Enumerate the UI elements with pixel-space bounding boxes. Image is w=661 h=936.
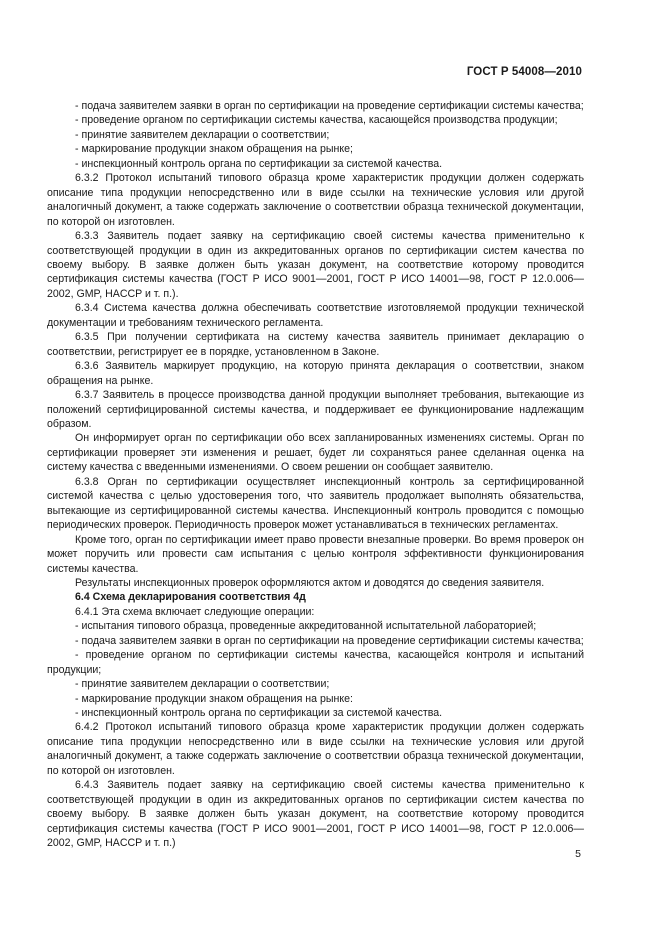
paragraph: - подача заявителем заявки в орган по сертификации на проведение сертификации системы качества;	[75, 100, 584, 112]
paragraph: 6.3.3 Заявитель подает заявку на сертификацию своей системы качества применительно к соответствующей продукции в один из аккредитованных органов по сертификации систем качества по своему выбору. В заявке должен быть указан документ, на соответствие которому проводится сертификация системы качества (ГОСТ Р ИСО 9001—2001, ГОСТ Р ИСО 14001—98, ГОСТ Р 12.0.006—2002, GMP, HACCP и т. п.).	[47, 230, 584, 300]
section-heading: 6.4 Схема декларирования соответствия 4д	[75, 591, 306, 604]
paragraph: 6.3.7 Заявитель в процессе производства данной продукции выполняет требования, вытекающие из положений сертифицированной системы качества, и поддерживает ее функционирование надлежащим образом.	[47, 389, 584, 430]
paragraph: - принятие заявителем декларации о соответствии;	[75, 678, 330, 691]
page-number: 5	[575, 848, 581, 860]
paragraph: 6.3.4 Система качества должна обеспечивать соответствие изготовляемой продукции технической документации и требованиям технического регламента.	[47, 302, 584, 329]
paragraph: 6.4.3 Заявитель подает заявку на сертификацию своей системы качества применительно к соответствующей продукции в один из аккредитованных органов по сертификации систем качества по своему выбору. В заявке должен быть указан документ, на соответствие которому проводится сертификация системы качества (ГОСТ Р ИСО 9001—2001, ГОСТ Р ИСО 14001—98, ГОСТ Р 12.0.006—2002, GMP, HACCP и т. п.)	[47, 779, 584, 850]
paragraph: 6.3.5 При получении сертификата на систему качества заявитель принимает декларацию о соответствии, регистрирует ее в порядке, установленном в Законе.	[47, 331, 584, 358]
paragraph: Он информирует орган по сертификации обо всех запланированных изменениях системы. Орган по сертификации проверяет эти изменения и решает, будет ли сохраняться ранее сделанная оценка на систему качества с введенными изменениями. О своем решении он сообщает заявителю.	[47, 432, 584, 474]
paragraph: 6.3.2 Протокол испытаний типового образца кроме характеристик продукции должен содержать описание типа продукции непосредственно или в виде ссылки на технические условия или другой аналогичный документ, а также содержать заключение о соответствии образца технической документации, по которой он изготовлен.	[47, 172, 584, 228]
paragraph: 6.4.1 Эта схема включает следующие операции:	[75, 605, 315, 618]
document-header: ГОСТ Р 54008—2010	[466, 66, 582, 78]
paragraph: 6.3.6 Заявитель маркирует продукцию, на которую принята декларация о соответствии, знаком обращения на рынке.	[47, 360, 584, 387]
paragraph: Результаты инспекционных проверок оформляются актом и доводятся до сведения заявителя.	[75, 576, 545, 589]
paragraph: - принятие заявителем декларации о соответствии;	[75, 128, 330, 141]
paragraph: - инспекционный контроль органа по сертификации за системой качества.	[75, 707, 443, 720]
paragraph: - подача заявителем заявки в орган по сертификации на проведение сертификации системы качества;	[75, 634, 584, 647]
paragraph: - проведение органом по сертификации системы качества, касающейся производства продукции;	[75, 114, 558, 127]
paragraph: Кроме того, орган по сертификации имеет право провести внезапные проверки. Во время проверок он может поручить или провести сам испытания с целью контроля эффективности функционирования системы качества.	[47, 533, 584, 575]
paragraph: 6.4.2 Протокол испытаний типового образца кроме характеристик продукции должен содержать описание типа продукции непосредственно или в виде ссылки на технические условия или другой аналогичный документ, а также содержать заключение о соответствии образца технической документации, по которой он изготовлен.	[47, 721, 584, 777]
paragraph: - инспекционный контроль органа по сертификации за системой качества.	[75, 157, 443, 170]
paragraph: - маркирование продукции знаком обращения на рынке;	[75, 143, 353, 156]
paragraph: 6.3.8 Орган по сертификации осуществляет инспекционный контроль за сертифицированной системой качества с целью удостоверения того, что заявитель продолжает выполнять обязательства, вытекающие из сертифицированной системы качества. Инспекционный контроль проводится с помощью периодических проверок. Периодичность проверок может устанавливаться в технических регламентах.	[47, 475, 584, 532]
paragraph: - маркирование продукции знаком обращения на рынке:	[75, 692, 353, 705]
body-text	[47, 99, 584, 851]
paragraph: - проведение органом по сертификации системы качества, касающейся контроля и испытаний продукции;	[47, 649, 584, 676]
paragraph: - испытания типового образца, проведенные аккредитованной испытательной лабораторией;	[75, 620, 537, 633]
